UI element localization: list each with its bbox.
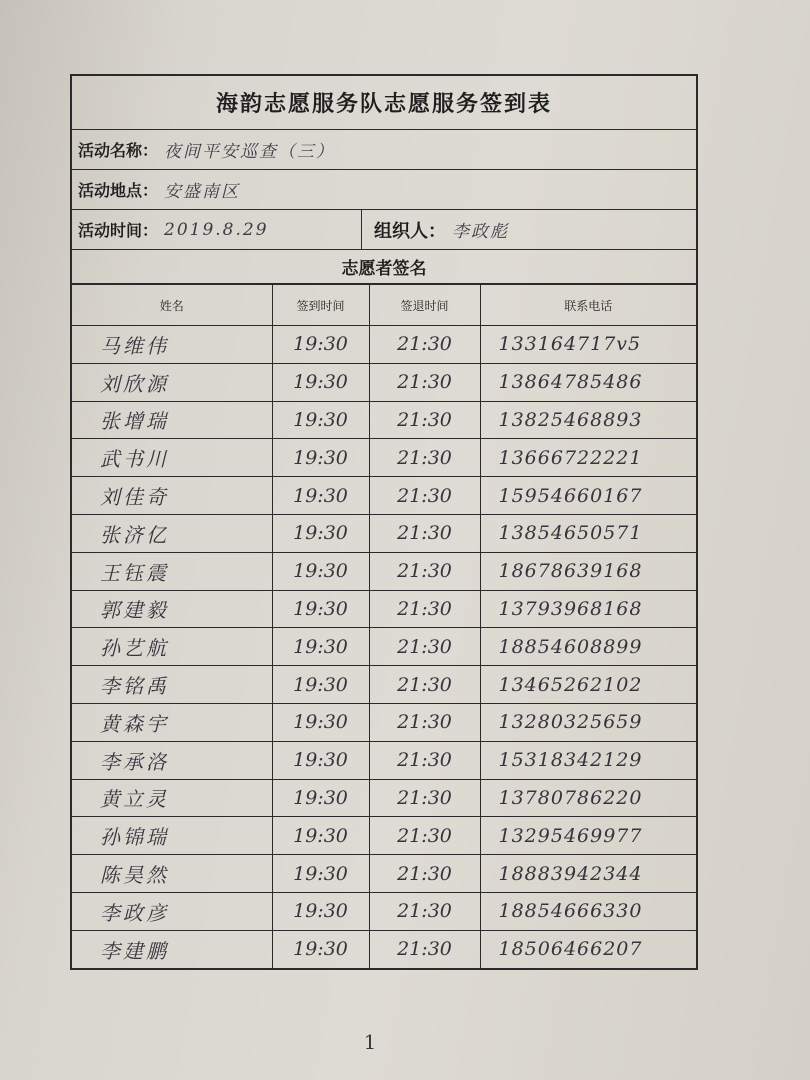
table-row (72, 477, 696, 515)
organizer-value: 李政彪 (452, 222, 509, 242)
volunteer-name: 张济亿 (72, 514, 272, 552)
time-organizer-row (72, 210, 696, 250)
sign-out-time: 21:30 (369, 741, 480, 779)
phone-number: 18506466207 (480, 930, 696, 967)
volunteer-name: 郭建毅 (72, 590, 272, 628)
volunteer-name: 孙艺航 (72, 628, 272, 666)
table-row (72, 817, 696, 855)
column-header-phone: 联系电话 (480, 285, 696, 326)
volunteer-name: 刘欣源 (72, 363, 272, 401)
sign-in-time: 19:30 (272, 855, 369, 893)
sign-out-time: 21:30 (369, 401, 480, 439)
sign-in-time: 19:30 (272, 477, 369, 515)
table-row (72, 363, 696, 401)
sign-out-time: 21:30 (369, 590, 480, 628)
activity-time-label: 活动时间： (78, 221, 159, 240)
sign-in-time: 19:30 (272, 930, 369, 967)
table-row (72, 703, 696, 741)
phone-number: 13854650571 (480, 514, 696, 552)
location-row (72, 170, 696, 210)
sign-in-time: 19:30 (272, 401, 369, 439)
table-row (72, 741, 696, 779)
volunteer-name: 张增瑞 (72, 401, 272, 439)
table-row (72, 930, 696, 967)
location-label: 活动地点： (78, 181, 159, 200)
activity-name-value: 夜间平安巡查（三） (164, 142, 336, 162)
volunteer-name: 王钰震 (72, 552, 272, 590)
volunteer-name: 李承洛 (72, 741, 272, 779)
phone-number: 13864785486 (480, 363, 696, 401)
phone-number: 18678639168 (480, 552, 696, 590)
sign-out-time: 21:30 (369, 477, 480, 515)
phone-number: 18883942344 (480, 855, 696, 893)
organizer-cell (362, 217, 696, 243)
table-row (72, 892, 696, 930)
phone-number: 18854666330 (480, 892, 696, 930)
sign-in-time: 19:30 (272, 514, 369, 552)
phone-number: 133164717ⅴ5 (480, 326, 696, 364)
location-value: 安盛南区 (164, 182, 241, 202)
volunteer-name: 刘佳奇 (72, 477, 272, 515)
sign-in-time: 19:30 (272, 703, 369, 741)
table-row (72, 552, 696, 590)
sign-in-time: 19:30 (272, 363, 369, 401)
table-row (72, 439, 696, 477)
phone-number: 13825468893 (480, 401, 696, 439)
volunteer-name: 李铭禹 (72, 666, 272, 704)
phone-number: 13793968168 (480, 590, 696, 628)
volunteer-name: 武书川 (72, 439, 272, 477)
volunteer-name: 马维伟 (72, 326, 272, 364)
volunteer-name: 孙锦瑞 (72, 817, 272, 855)
phone-number: 13280325659 (480, 703, 696, 741)
sign-out-time: 21:30 (369, 892, 480, 930)
sign-in-time: 19:30 (272, 439, 369, 477)
sign-in-time: 19:30 (272, 628, 369, 666)
volunteer-name: 黄森宇 (72, 703, 272, 741)
sign-out-time: 21:30 (369, 628, 480, 666)
sign-out-time: 21:30 (369, 363, 480, 401)
sign-out-time: 21:30 (369, 439, 480, 477)
table-row (72, 855, 696, 893)
volunteer-name: 李政彦 (72, 892, 272, 930)
activity-name-label: 活动名称： (78, 141, 159, 160)
sign-in-time: 19:30 (272, 779, 369, 817)
sign-in-time: 19:30 (272, 590, 369, 628)
table-row (72, 779, 696, 817)
volunteer-name: 黄立灵 (72, 779, 272, 817)
organizer-label: 组织人： (374, 220, 446, 242)
table-row (72, 401, 696, 439)
column-header-name: 姓名 (72, 285, 272, 326)
phone-number: 15954660167 (480, 477, 696, 515)
sign-out-time: 21:30 (369, 930, 480, 967)
phone-number: 13780786220 (480, 779, 696, 817)
form-title: 海韵志愿服务队志愿服务签到表 (72, 76, 696, 130)
phone-number: 13465262102 (480, 666, 696, 704)
column-header-sign-out: 签退时间 (369, 285, 480, 326)
sign-in-time: 19:30 (272, 552, 369, 590)
sign-in-form (70, 74, 698, 970)
phone-number: 15318342129 (480, 741, 696, 779)
activity-name-row (72, 130, 696, 170)
sign-out-time: 21:30 (369, 817, 480, 855)
phone-number: 18854608899 (480, 628, 696, 666)
column-header-sign-in: 签到时间 (272, 285, 369, 326)
table-row (72, 326, 696, 364)
sign-out-time: 21:30 (369, 855, 480, 893)
phone-number: 13666722221 (480, 439, 696, 477)
sign-in-time: 19:30 (272, 666, 369, 704)
volunteer-table (72, 284, 696, 968)
sign-out-time: 21:30 (369, 703, 480, 741)
page-number: 1 (363, 1030, 377, 1054)
sign-in-time: 19:30 (272, 817, 369, 855)
table-row (72, 628, 696, 666)
volunteer-name: 李建鹏 (72, 930, 272, 967)
sign-out-time: 21:30 (369, 666, 480, 704)
table-row (72, 666, 696, 704)
sign-out-time: 21:30 (369, 326, 480, 364)
sign-out-time: 21:30 (369, 552, 480, 590)
volunteer-name: 陈昊然 (72, 855, 272, 893)
sign-out-time: 21:30 (369, 779, 480, 817)
signature-heading: 志愿者签名 (72, 250, 696, 284)
sign-out-time: 21:30 (369, 514, 480, 552)
sign-in-time: 19:30 (272, 741, 369, 779)
table-header-row (72, 285, 696, 326)
activity-time-value: 2019.8.29 (164, 219, 269, 240)
table-row (72, 514, 696, 552)
sign-in-time: 19:30 (272, 892, 369, 930)
sign-in-time: 19:30 (272, 326, 369, 364)
phone-number: 13295469977 (480, 817, 696, 855)
activity-time-cell (72, 210, 362, 249)
table-row (72, 590, 696, 628)
